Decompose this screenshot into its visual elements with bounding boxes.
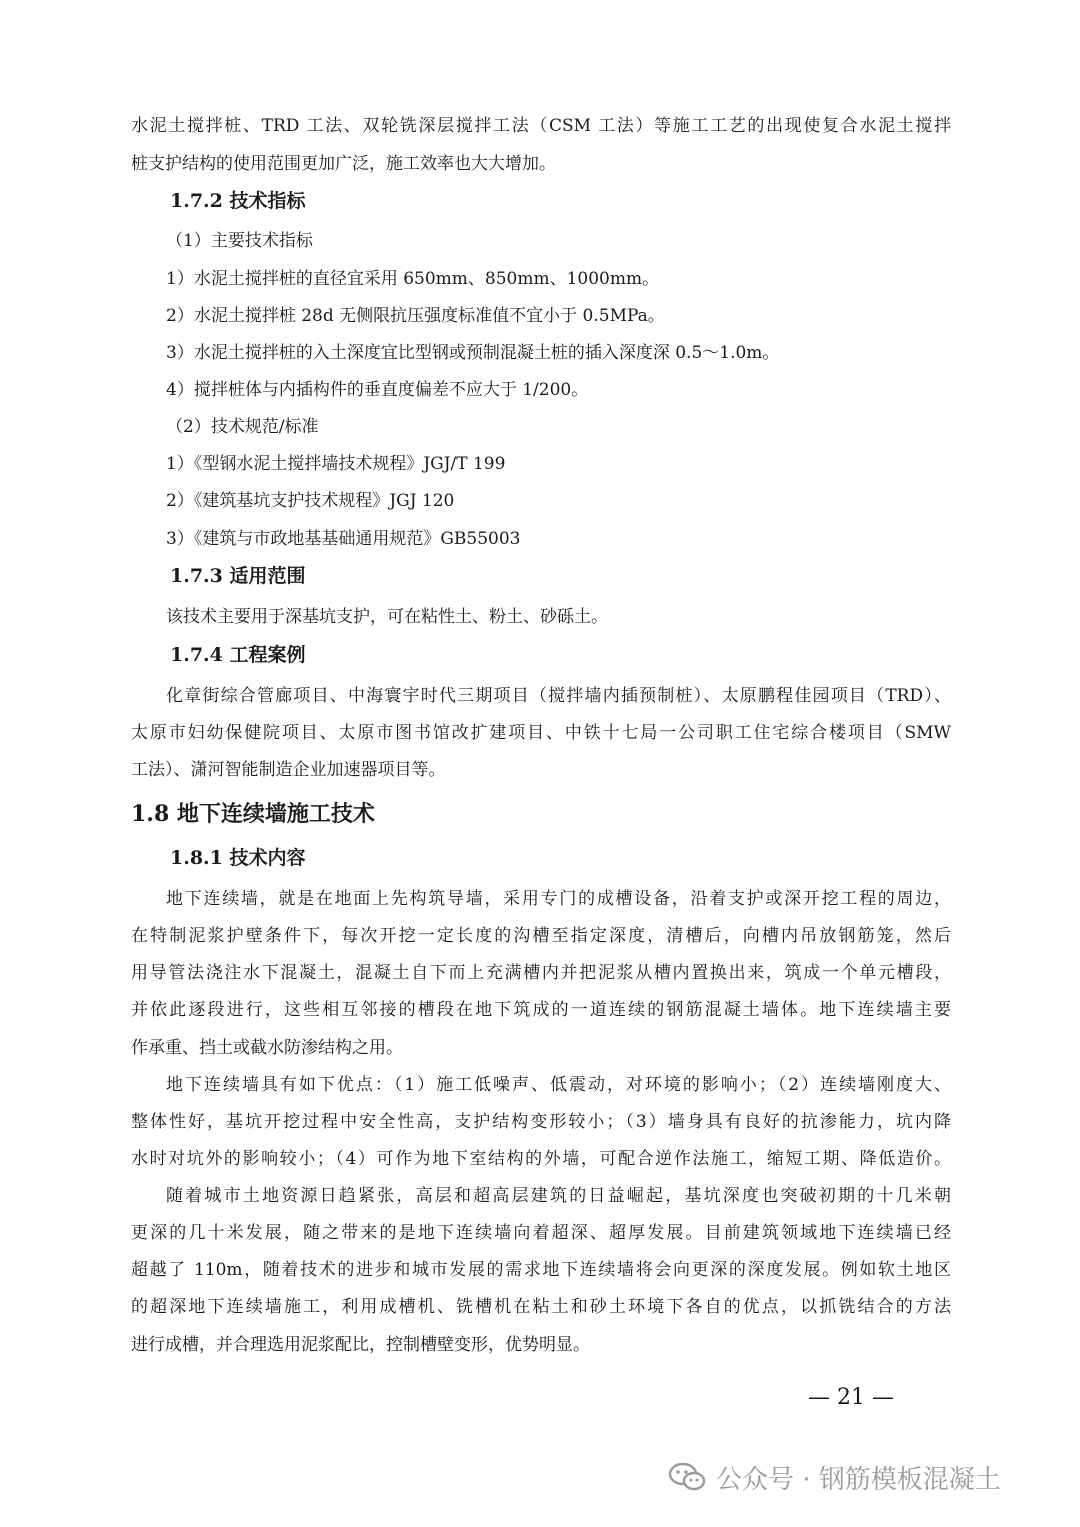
para1-line-3: 用导管法浇注水下混凝土，混凝土自下而上充满槽内并把泥浆从槽内置换出来，筑成一个单元槽段，: [131, 963, 951, 983]
para3-line-3: 超越了 110m，随着技术的进步和城市发展的需求地下连续墙将会向更深的深度发展。例如软土地区: [131, 1260, 951, 1280]
list-item: 1）水泥土搅拌桩的直径宜采用 650mm、850mm、1000mm。: [166, 269, 660, 289]
para1-line-5: 作承重、挡土或截水防渗结构之用。: [131, 1038, 403, 1058]
list-item: 1）《型钢水泥土搅拌墙技术规程》JGJ/T 199: [166, 454, 506, 474]
scope-text: 该技术主要用于深基坑支护，可在粘性土、粉土、砂砾土。: [166, 607, 608, 627]
para1-line-4: 并依此逐段进行，这些相互邻接的槽段在地下筑成的一道连续的钢筋混凝土墙体。地下连续墙主要: [131, 1000, 951, 1020]
para1-line-2: 在特制泥浆护壁条件下，每次开挖一定长度的沟槽至指定深度，清槽后，向槽内吊放钢筋笼，然后: [131, 926, 951, 946]
para2-line-1: 地下连续墙具有如下优点：（1）施工低噪声、低震动，对环境的影响小；（2）连续墙刚度大、: [166, 1075, 951, 1095]
list-item: 2）《建筑基坑支护技术规程》JGJ 120: [166, 491, 455, 511]
para3-line-5: 进行成槽，并合理选用泥浆配比，控制槽壁变形，优势明显。: [131, 1335, 590, 1355]
case-line-3: 工法）、潇河智能制造企业加速器项目等。: [131, 760, 446, 780]
subheading-standards: （2）技术规范/标准: [166, 417, 319, 437]
para3-line-2: 更深的几十米发展，随之带来的是地下连续墙向着超深、超厚发展。目前建筑领域地下连续墙已经: [131, 1223, 951, 1243]
section-heading-1-7-4: 1.7.4 工程案例: [170, 644, 306, 666]
case-line-2: 太原市妇幼保健院项目、太原市图书馆改扩建项目、中铁十七局一公司职工住宅综合楼项目（SMW: [131, 723, 951, 743]
para3-line-1: 随着城市土地资源日趋紧张，高层和超高层建筑的日益崛起，基坑深度也突破初期的十几米朝: [166, 1186, 951, 1206]
section-heading-1-7-3: 1.7.3 适用范围: [170, 565, 306, 587]
watermark: [668, 1459, 1001, 1495]
list-item: 2）水泥土搅拌桩 28d 无侧限抗压强度标准值不宜小于 0.5MPa。: [166, 306, 665, 326]
wechat-icon: [668, 1462, 706, 1492]
section-heading-1-7-2: 1.7.2 技术指标: [170, 190, 306, 212]
section-heading-1-8-1: 1.8.1 技术内容: [170, 847, 306, 869]
page-number: — 21 —: [808, 1385, 894, 1410]
para2-line-3: 水时对坑外的影响较小；（4）可作为地下室结构的外墙，可配合逆作法施工，缩短工期、降低造价。: [131, 1149, 951, 1169]
case-line-1: 化章街综合管廊项目、中海寰宇时代三期项目（搅拌墙内插预制桩）、太原鹏程佳园项目（TRD）、: [166, 686, 951, 706]
watermark-text: 公众号 · 钢筋模板混凝土: [716, 1464, 1001, 1495]
intro-line-1: 水泥土搅拌桩、TRD 工法、双轮铣深层搅拌工法（CSM 工法）等施工工艺的出现使复合水泥土搅拌: [131, 116, 951, 136]
list-item: 3）水泥土搅拌桩的入土深度宜比型钢或预制混凝土桩的插入深度深 0.5～1.0m。: [166, 343, 780, 363]
section-heading-1-8: 1.8 地下连续墙施工技术: [131, 801, 375, 827]
list-item: 4）搅拌桩体与内插构件的垂直度偏差不应大于 1/200。: [166, 380, 589, 400]
intro-line-2: 桩支护结构的使用范围更加广泛，施工效率也大大增加。: [131, 154, 556, 174]
para1-line-1: 地下连续墙，就是在地面上先构筑导墙，采用专门的成槽设备，沿着支护或深开挖工程的周边，: [166, 889, 951, 909]
para3-line-4: 的超深地下连续墙施工，利用成槽机、铣槽机在粘土和砂土环境下各自的优点，以抓铣结合的方法: [131, 1297, 951, 1317]
subheading-main-indicators: （1）主要技术指标: [166, 231, 313, 251]
para2-line-2: 整体性好，基坑开挖过程中安全性高，支护结构变形较小；（3）墙身具有良好的抗渗能力，坑内降: [131, 1112, 951, 1132]
list-item: 3）《建筑与市政地基基础通用规范》GB55003: [166, 529, 521, 549]
